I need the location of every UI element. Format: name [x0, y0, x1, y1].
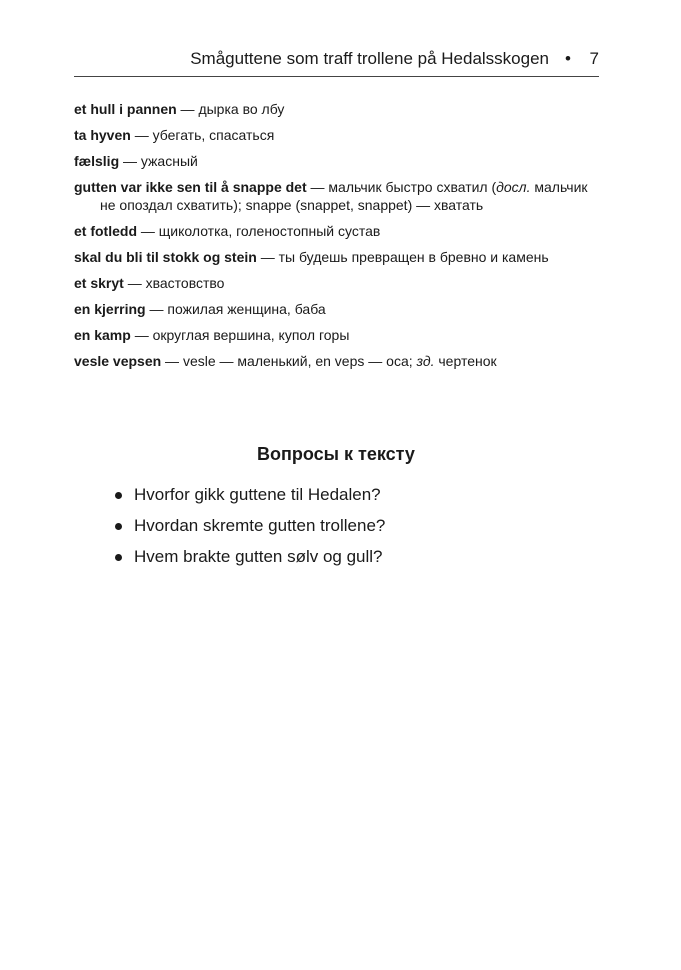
- glossary-definition: — дырка во лбу: [176, 101, 285, 117]
- bullet-icon: [115, 523, 122, 530]
- question-item: [114, 515, 594, 537]
- header-rule: [74, 76, 599, 77]
- questions-heading: Вопросы к тексту: [257, 444, 415, 464]
- glossary-term: gutten var ikke sen til å snappe det: [74, 179, 307, 195]
- question-item: [114, 484, 594, 506]
- glossary-term: ta hyven: [74, 127, 131, 143]
- glossary-entry: [74, 326, 594, 344]
- glossary-entry: [74, 126, 594, 144]
- glossary-term: en kamp: [74, 327, 131, 343]
- glossary-definition-continued: чертенок: [434, 353, 497, 369]
- running-head: [74, 46, 599, 74]
- glossary-term: en kjerring: [74, 301, 146, 317]
- glossary-term: vesle vepsen: [74, 353, 162, 369]
- glossary-list: [74, 100, 594, 378]
- glossary-definition: — ужасный: [119, 153, 198, 169]
- glossary-definition: — хвастовство: [123, 275, 225, 291]
- glossary-term: et hull i pannen: [74, 101, 177, 117]
- glossary-term: skal du bli til stokk og stein: [74, 249, 257, 265]
- questions-list: [114, 484, 594, 577]
- page-number: 7: [589, 49, 599, 68]
- glossary-term: et skryt: [74, 275, 124, 291]
- glossary-entry: [74, 248, 594, 266]
- bullet-icon: [115, 554, 122, 561]
- glossary-entry: [74, 274, 594, 292]
- glossary-entry: [74, 100, 594, 118]
- glossary-entry: [74, 178, 594, 214]
- running-head-title: Småguttene som traff trollene på Hedalsskogen: [190, 49, 549, 68]
- glossary-definition: — ты будешь превращен в бревно и камень: [256, 249, 549, 265]
- glossary-term: fælslig: [74, 153, 120, 169]
- glossary-entry: [74, 152, 594, 170]
- glossary-entry: [74, 300, 594, 318]
- glossary-definition: — пожилая женщина, баба: [145, 301, 326, 317]
- question-text: Hvordan skremte gutten trollene?: [134, 516, 386, 535]
- glossary-definition-continued: мальчик не опоздал схватить); snappe (snappet, snappet) — хватать: [100, 179, 588, 213]
- glossary-definition: — округлая вершина, купол горы: [130, 327, 350, 343]
- glossary-definition: — щиколотка, голеностопный сустав: [137, 223, 381, 239]
- glossary-note-italic: досл.: [496, 179, 531, 195]
- question-text: Hvorfor gikk guttene til Hedalen?: [134, 485, 381, 504]
- glossary-definition: — vesle — маленький, en veps — оса;: [161, 353, 417, 369]
- glossary-definition: — убегать, спасаться: [130, 127, 275, 143]
- glossary-entry: [74, 352, 594, 370]
- question-item: [114, 546, 594, 568]
- glossary-term: et fotledd: [74, 223, 137, 239]
- glossary-entry: [74, 222, 594, 240]
- bullet-icon: [115, 492, 122, 499]
- running-head-separator: •: [565, 49, 571, 68]
- glossary-note-italic: зд.: [416, 353, 435, 369]
- question-text: Hvem brakte gutten sølv og gull?: [134, 547, 383, 566]
- glossary-definition: — мальчик быстро схватил (: [306, 179, 497, 195]
